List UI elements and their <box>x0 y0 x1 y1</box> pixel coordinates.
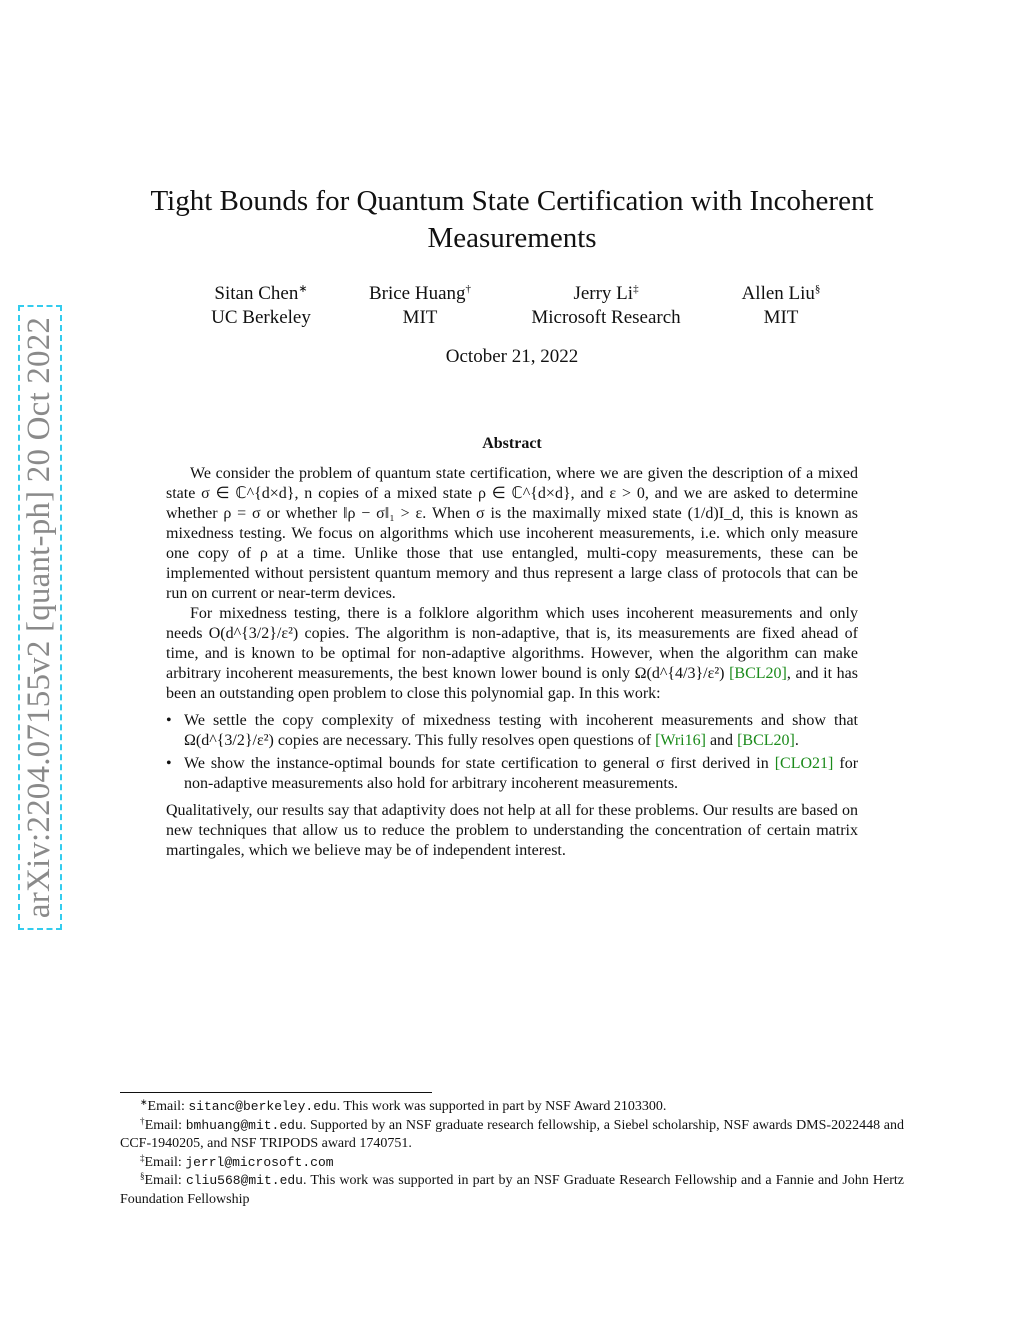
author-name: Jerry Li <box>573 283 634 304</box>
arxiv-stamp[interactable] <box>18 305 62 930</box>
bullet-1-and: and <box>709 732 734 749</box>
abstract-paragraph-3: Qualitatively, our results say that adaptivity does not help at all for these problems. Our results are based on new techniques that allow us to reduce the problem to understanding the concentration of certain matrix martingales, which we believe may be of independent interest. <box>166 802 858 859</box>
author-name: Brice Huang <box>368 283 466 304</box>
citation-clo21[interactable]: [CLO21] <box>774 755 834 772</box>
citation-wri16[interactable]: [Wri16] <box>655 732 706 749</box>
email-link[interactable]: sitanc@berkeley.edu <box>188 1099 337 1114</box>
author-name: Sitan Chen <box>214 283 299 304</box>
footnote-1 <box>120 1098 904 1117</box>
email-link[interactable]: cliu568@mit.edu <box>185 1173 303 1188</box>
author-1 <box>211 282 311 330</box>
author-footnote-mark[interactable]: ∗ <box>298 283 308 295</box>
author-affiliation: UC Berkeley <box>211 307 311 328</box>
footnote-4 <box>120 1172 904 1209</box>
email-link[interactable]: jerrl@microsoft.com <box>185 1154 334 1170</box>
contribution-list <box>166 711 858 794</box>
abstract-paragraph-2 <box>166 604 858 704</box>
footnote-divider <box>120 1092 432 1093</box>
footnote-text: . This work was supported in part by NSF Award 2103300. <box>336 1099 667 1114</box>
footnote-mark: ‡ <box>140 1152 145 1163</box>
author-4 <box>742 282 821 330</box>
author-footnote-mark[interactable]: ‡ <box>633 283 639 295</box>
footnote-label: Email: <box>144 1117 183 1133</box>
abstract-paragraph-2-text: For mixedness testing, there is a folklore algorithm which uses incoherent measurements and only needs O(d^{3/2}/ε²) copies. The algorithm is non-adaptive, that is, its measurements are fixed ahead of time, and is known to be optimal for non-adaptive algorithms. However, when the algorithm can make arbitrary incoherent measurements, the best known lower bound is only Ω(d^{4/3}/ε²) <box>166 605 858 682</box>
footnote-label: Email: <box>147 1099 185 1114</box>
bullet-2-text: We show the instance-optimal bounds for state certification to general σ first derived in <box>184 755 769 772</box>
abstract-paragraph-2-tail: , and it has been an outstanding open problem to close this polynomial gap. In this work: <box>166 665 858 702</box>
arxiv-identifier: arXiv:2204.07155v2 [quant-ph] 20 Oct 2022 <box>21 316 58 919</box>
bullet-2-tail: for non-adaptive measurements also hold for arbitrary incoherent measurements. <box>184 755 859 792</box>
abstract-paragraph-1: We consider the problem of quantum state certification, where we are given the description of a mixed state σ ∈ ℂ^{d×d}, n copies of a mixed state ρ ∈ ℂ^{d×d}, and ε > 0, and we are asked to determine whether ρ = σ or whether ‖ρ − σ‖₁ > ε. When σ is the maximally mixed state (1/d)I_d, this is known as mixedness testing. We focus on algorithms which use incoherent measurements, i.e. which only measure one copy of ρ at a time. Unlike those that use entangled, multi-copy measurements, these can be implemented without persistent quantum memory and thus represent a large class of protocols that can be run on current or near-term devices. <box>166 465 858 602</box>
paper-title <box>120 183 904 257</box>
author-affiliation: MIT <box>402 307 438 328</box>
footnote-mark: § <box>140 1171 145 1181</box>
author-3 <box>531 282 680 330</box>
footnote-mark: ∗ <box>140 1097 148 1107</box>
footnote-3 <box>120 1154 904 1173</box>
email-link[interactable]: bmhuang@mit.edu <box>185 1117 303 1133</box>
author-footnote-mark[interactable]: † <box>465 283 472 295</box>
author-block <box>0 282 1024 332</box>
footnote-text: . This work was supported in part by an NSF Graduate Research Fellowship and a Fannie and John Hertz Foundation Fellowship <box>120 1173 904 1207</box>
abstract-body <box>166 464 858 861</box>
abstract-heading: Abstract <box>482 435 542 452</box>
title-line-2: Measurements <box>427 222 597 254</box>
publication-date: October 21, 2022 <box>445 346 579 367</box>
footnote-label: Email: <box>144 1173 182 1188</box>
title-line-1: Tight Bounds for Quantum State Certification with Incoherent <box>150 185 874 217</box>
list-item <box>166 754 858 794</box>
citation-bcl20[interactable]: [BCL20] <box>729 665 787 682</box>
footnotes <box>120 1098 904 1209</box>
bullet-1-text: We settle the copy complexity of mixedness testing with incoherent measurements and show that Ω(d^{3/2}/ε²) copies are necessary. This fully resolves open questions of <box>184 712 858 749</box>
list-item: • We settle the copy complexity of mixedness testing with incoherent measurements and show that Ω(d^{3/2}/ε²) copies are necessary. This fully resolves open questions of [Wri16] and [BCL20]. <box>166 711 858 751</box>
author-footnote-mark[interactable]: § <box>814 283 821 295</box>
footnote-text: . Supported by an NSF graduate research fellowship, a Siebel scholarship, NSF awards DMS-2022448 and CCF-1940205, and NSF TRIPODS award 1740751. <box>120 1117 904 1151</box>
footnote-2 <box>120 1117 904 1154</box>
citation-bcl20[interactable]: [BCL20] <box>737 732 795 749</box>
author-affiliation: MIT <box>763 307 799 328</box>
author-affiliation: Microsoft Research <box>531 307 681 328</box>
author-2 <box>369 282 471 330</box>
author-name: Allen Liu <box>741 283 815 304</box>
footnote-mark: † <box>140 1115 145 1126</box>
footnote-label: Email: <box>144 1154 182 1170</box>
